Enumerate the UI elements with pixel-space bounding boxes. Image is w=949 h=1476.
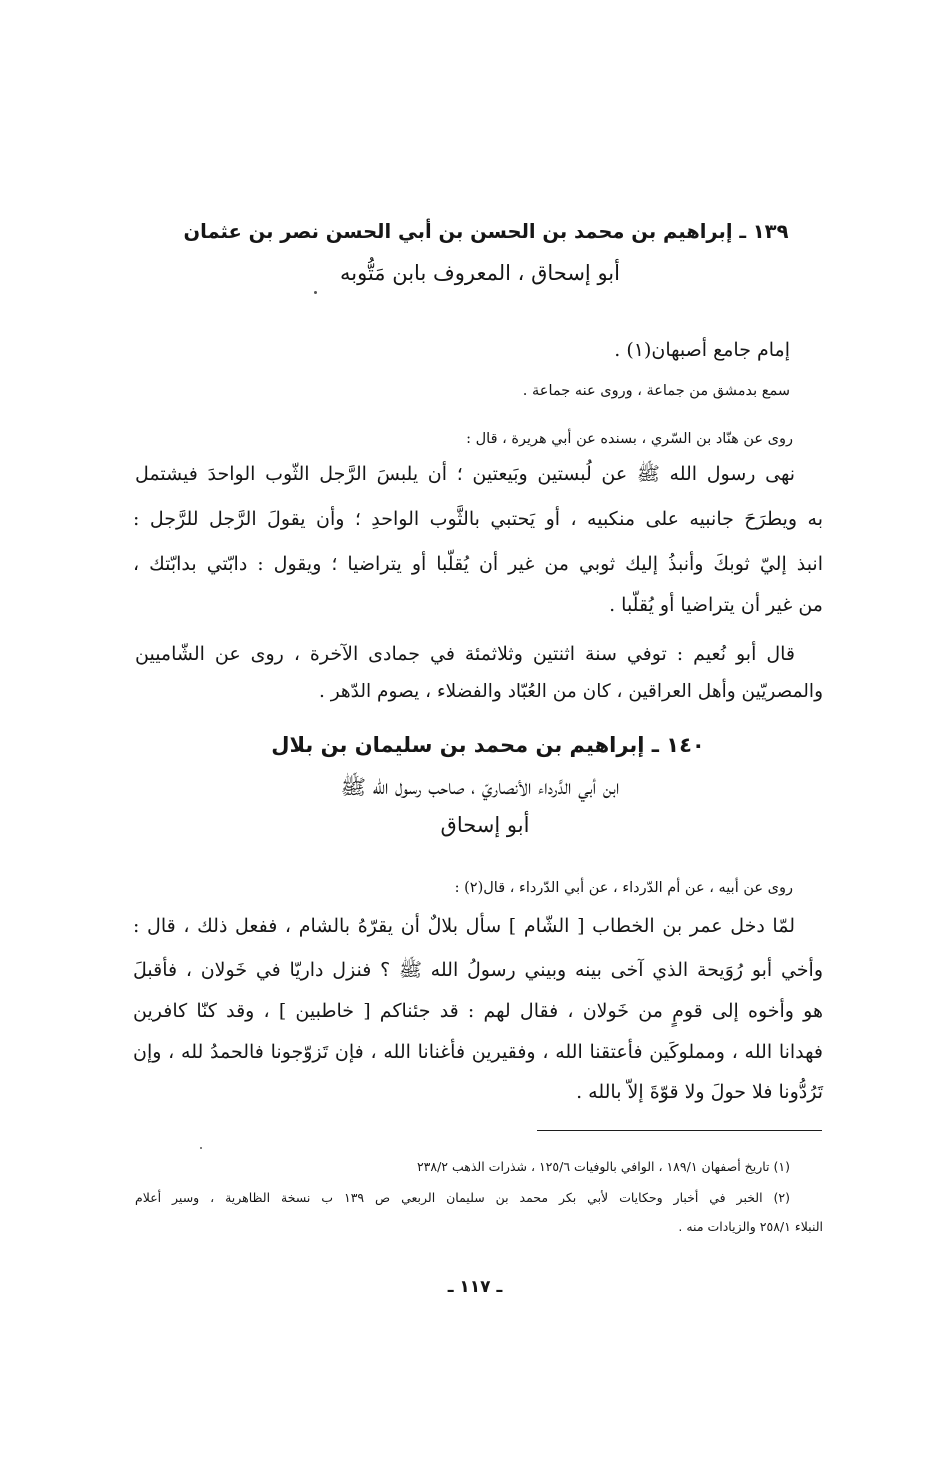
entry-140-title: ١٤٠ ـ إبراهيم بن محمد بن سليمان بن بلال <box>271 733 705 757</box>
scan-speck <box>200 1147 202 1149</box>
entry-139-abu-nuaym-line-1: قال أبو نُعيم : توفي سنة اثنتين وثلاثمئة في جمادى الآخرة ، روى عن الشّاميين <box>135 643 795 665</box>
footnote-2-line-1: (٢) الخبر في أخبار وحكايات لأبي بكر محمد بن سليمان الربعي ص ١٣٩ ب نسخة الظاهرية ، وسير أعلام <box>135 1190 790 1205</box>
entry-140-text-line-4: فهدانا الله ، ومملوكَين فأعتقنا الله ، وفقيرين فأغنانا الله ، فإن تَزوّجونا فالحمدُ لله ، وإن <box>133 1041 823 1063</box>
entry-140-text-line-3: هو وأخوه إلى قومٍ من خَولان ، فقال لهم : قد جئناكم [ خاطبين ] ، وقد كنّا كافرين <box>133 1000 823 1022</box>
entry-140-isnad: روى عن أبيه ، عن أم الدّرداء ، عن أبي الدّرداء ، قال(٢) : <box>454 880 793 896</box>
entry-139-hadith-line-3: انبذ إليّ ثوبكَ وأنبذُ إليك ثوبي من غير أن يُقلّبا أو يتراضيا ؛ ويقول : دابّتي بدابّتك ، <box>133 553 823 575</box>
entry-140-text-line-1: لمّا دخل عمر بن الخطاب [ الشّام ] سأل بلالٌ أن يقرّهُ بالشام ، ففعل ذلك ، قال : <box>133 915 795 937</box>
entry-139-subtitle: أبو إسحاق ، المعروف بابن مَتُّوبه <box>340 261 620 285</box>
entry-140-subtitle-1: ابن أبي الدَّرداء الأنصاريّ ، صاحب رسول الله ﷺ <box>340 775 620 799</box>
scan-speck <box>314 291 317 294</box>
entry-139-heard-line: سمع بدمشق من جماعة ، وروى عنه جماعة . <box>522 383 790 399</box>
entry-140-text-line-2: وأخي أبو رُوَيحة الذي آخى بينه وبيني رسولُ الله ﷺ ؟ فنزل داريّا في خَولان ، فأقبلَ <box>133 959 823 981</box>
page-number: ـ ١١٧ ـ <box>447 1277 503 1297</box>
entry-139-hadith-line-2: به ويطرَحَ جانبيه على منكبيه ، أو يَحتبي بالثَّوب الواحدِ ؛ وأن يقولَ الرَّجل للرَّجل : <box>133 508 823 530</box>
entry-140-subtitle-2: أبو إسحاق <box>440 813 530 837</box>
footnote-2-line-2: النبلاء ٢٥٨/١ والزيادات منه . <box>678 1219 823 1234</box>
entry-139-isnad: روى عن هنّاد بن السّري ، بسنده عن أبي هريرة ، قال : <box>466 431 793 447</box>
footnote-1: (١) تاريخ أصفهان ١٨٩/١ ، الوافي بالوفيات ١٢٥/٦ ، شذرات الذهب ٢٣٨/٢ <box>416 1159 790 1174</box>
entry-139-hadith-line-4: من غير أن يتراضيا أو يُقلّبا . <box>609 594 823 616</box>
entry-139-hadith-line-1: نهى رسول الله ﷺ عن لُبستين وبَيعتين ؛ أن يلبسَ الرَّجل الثّوب الواحدَ فيشتمل <box>135 463 795 485</box>
entry-139-imam-line: إمام جامع أصبهان(١) . <box>614 339 790 361</box>
entry-139-title: ١٣٩ ـ إبراهيم بن محمد بن الحسن بن أبي الحسن نصر بن عثمان <box>183 220 789 243</box>
entry-140-text-line-5: تَرُدُّونا فلا حولَ ولا قوّةَ إلاّ بالله . <box>576 1081 823 1103</box>
entry-139-abu-nuaym-line-2: والمصريّين وأهل العراقين ، كان من العُبّاد والفضلاء ، يصوم الدّهر . <box>318 681 823 702</box>
footnote-separator <box>537 1130 822 1131</box>
